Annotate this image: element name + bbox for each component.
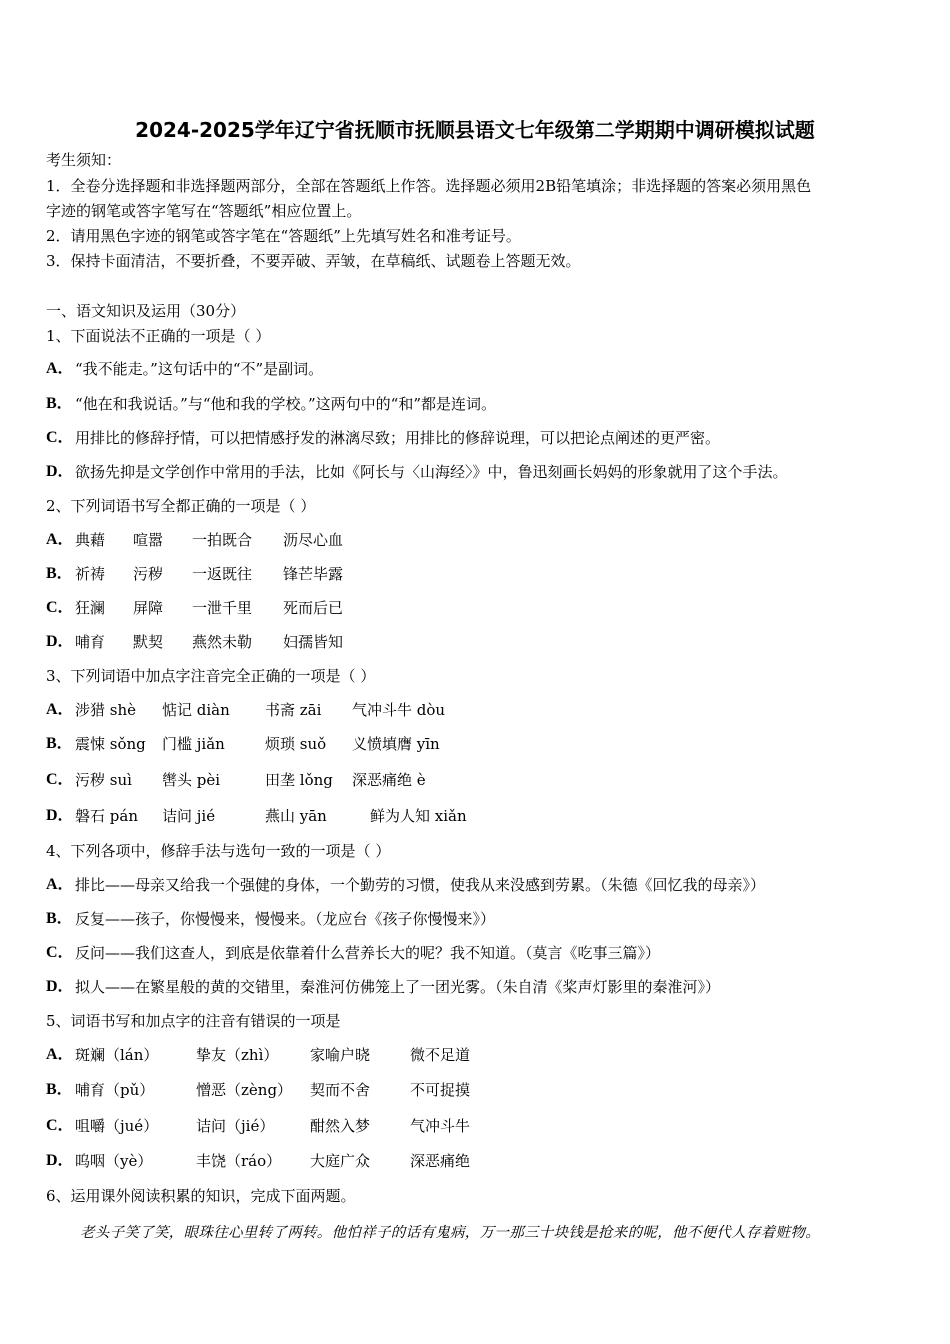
option-label: D．	[46, 463, 74, 480]
option-item: 典藉	[75, 531, 106, 549]
question-stem: 3、下列词语中加点字注音完全正确的一项是（ ）	[46, 667, 376, 685]
option-label: C．	[46, 429, 74, 446]
option-label: B．	[46, 565, 73, 582]
option-item: 燕山 yān	[265, 807, 327, 825]
question-stem: 5、词语书写和加点字的注音有错误的一项是	[46, 1012, 341, 1030]
option-item: 燕然未勒	[192, 633, 253, 651]
option-label: D．	[46, 1152, 74, 1169]
option-item: 妇孺皆知	[283, 633, 344, 651]
option-item: 憎恶（zèng）	[196, 1081, 293, 1099]
option-item: 诘问 jié	[162, 807, 216, 825]
option-item: 契而不舍	[310, 1081, 371, 1099]
option-label: A．	[46, 1046, 74, 1063]
option-label: A．	[46, 876, 74, 893]
option-item: 涉猎 shè	[75, 701, 137, 719]
option-label: C．	[46, 771, 74, 788]
option-item: 反问——我们这查人，到底是依靠着什么营养长大的呢？我不知道。（莫言《吃事三篇》）	[75, 944, 661, 962]
notice-line: 1．全卷分选择题和非选择题两部分，全部在答题纸上作答。选择题必须用2B铅笔填涂；非选择题的答案必须用黑色	[46, 177, 812, 195]
option-item: 深恶痛绝 è	[352, 771, 426, 789]
notice-heading: 考生须知：	[46, 151, 122, 169]
option-label: C．	[46, 1117, 74, 1134]
option-item: 挚友（zhì）	[196, 1046, 279, 1064]
notice-line: 字迹的钢笔或答字笔写在“答题纸”相应位置上。	[46, 202, 362, 220]
option-label: C．	[46, 599, 74, 616]
option-item: 死而后已	[283, 599, 344, 617]
notice-line: 2．请用黑色字迹的钢笔或答字笔在“答题纸”上先填写姓名和准考证号。	[46, 227, 521, 245]
option-item: 祈祷	[75, 565, 106, 583]
section-heading: 一、语文知识及运用（30分）	[46, 302, 246, 320]
option-item: 反复——孩子，你慢慢来，慢慢来。（龙应台《孩子你慢慢来》）	[75, 910, 496, 928]
option-item: 用排比的修辞抒情，可以把情感抒发的淋漓尽致；用排比的修辞说理，可以把论点阐述的更严密。	[75, 429, 721, 447]
option-item: 一返既往	[192, 565, 253, 583]
option-item: 默契	[133, 633, 164, 651]
option-item: 辔头 pèi	[162, 771, 221, 789]
question-stem: 4、下列各项中，修辞手法与选句一致的一项是（ ）	[46, 842, 391, 860]
option-item: 气冲斗牛	[410, 1117, 471, 1135]
option-item: 门槛 jiǎn	[162, 735, 225, 753]
option-item: 一泄千里	[192, 599, 253, 617]
notice-line: 3．保持卡面清洁，不要折叠，不要弄破、弄皱，在草稿纸、试题卷上答题无效。	[46, 252, 581, 270]
option-item: 欲扬先抑是文学创作中常用的手法，比如《阿长与〈山海经〉》中，鲁迅刻画长妈妈的形象就用了这个手法。	[75, 463, 788, 481]
option-item: 一拍既合	[192, 531, 253, 549]
option-item: 惦记 diàn	[162, 701, 230, 719]
option-label: D．	[46, 978, 74, 995]
option-item: 丰饶（ráo）	[196, 1152, 282, 1170]
option-item: 家喻户晓	[310, 1046, 371, 1064]
option-item: 烦琐 suǒ	[265, 735, 327, 753]
option-item: 磐石 pán	[75, 807, 138, 825]
option-label: A．	[46, 360, 74, 377]
option-item: 酣然入梦	[310, 1117, 371, 1135]
option-item: 震悚 sǒng	[75, 735, 146, 753]
option-item: “我不能走。”这句话中的“不”是副词。	[75, 360, 324, 378]
reading-passage: 老头子笑了笑，眼珠往心里转了两转。他怕祥子的话有鬼病，万一那三十块钱是抢来的呢，他不便代人存着赃物。	[80, 1225, 820, 1241]
option-item: 沥尽心血	[283, 531, 344, 549]
option-label: A．	[46, 531, 74, 548]
option-label: D．	[46, 807, 74, 824]
option-item: 喧嚣	[133, 531, 164, 549]
option-item: 义愤填膺 yīn	[352, 735, 440, 753]
option-item: 微不足道	[410, 1046, 471, 1064]
option-item: 锋芒毕露	[283, 565, 344, 583]
option-item: 污秽 suì	[75, 771, 132, 789]
option-item: 屏障	[133, 599, 164, 617]
option-item: 诘问（jié）	[196, 1117, 275, 1135]
option-item: 田垄 lǒng	[265, 771, 333, 789]
option-item: 大庭广众	[310, 1152, 371, 1170]
option-item: 哺育（pǔ）	[75, 1081, 155, 1099]
option-item: “他在和我说话。”与“他和我的学校。”这两句中的“和”都是连词。	[75, 395, 497, 413]
option-item: 不可捉摸	[410, 1081, 471, 1099]
option-item: 哺育	[75, 633, 106, 651]
option-label: B．	[46, 1081, 73, 1098]
option-item: 咀嚼（jué）	[75, 1117, 159, 1135]
option-label: B．	[46, 735, 73, 752]
option-item: 气冲斗牛 dòu	[352, 701, 446, 719]
question-stem: 2、下列词语书写全都正确的一项是（ ）	[46, 497, 316, 515]
option-label: B．	[46, 395, 73, 412]
page-title: 2024-2025学年辽宁省抚顺市抚顺县语文七年级第二学期期中调研模拟试题	[135, 118, 815, 142]
option-item: 污秽	[133, 565, 164, 583]
option-item: 排比——母亲又给我一个强健的身体，一个勤劳的习惯，使我从来没感到劳累。（朱德《回忆我的母亲》）	[75, 876, 766, 894]
option-item: 鲜为人知 xiǎn	[370, 807, 467, 825]
option-item: 狂澜	[75, 599, 106, 617]
option-item: 书斋 zāi	[265, 701, 322, 719]
option-label: A．	[46, 701, 74, 718]
question-stem: 1、下面说法不正确的一项是（ ）	[46, 327, 271, 345]
option-item: 拟人——在繁星般的黄的交错里，秦淮河仿佛笼上了一团光雾。（朱自清《桨声灯影里的秦淮河》）	[75, 978, 721, 996]
question-stem: 6、运用课外阅读积累的知识，完成下面两题。	[46, 1187, 356, 1205]
option-item: 斑斓（lán）	[75, 1046, 159, 1064]
option-label: B．	[46, 910, 73, 927]
option-label: D．	[46, 633, 74, 650]
option-item: 深恶痛绝	[410, 1152, 471, 1170]
option-label: C．	[46, 944, 74, 961]
option-item: 呜咽（yè）	[75, 1152, 153, 1170]
